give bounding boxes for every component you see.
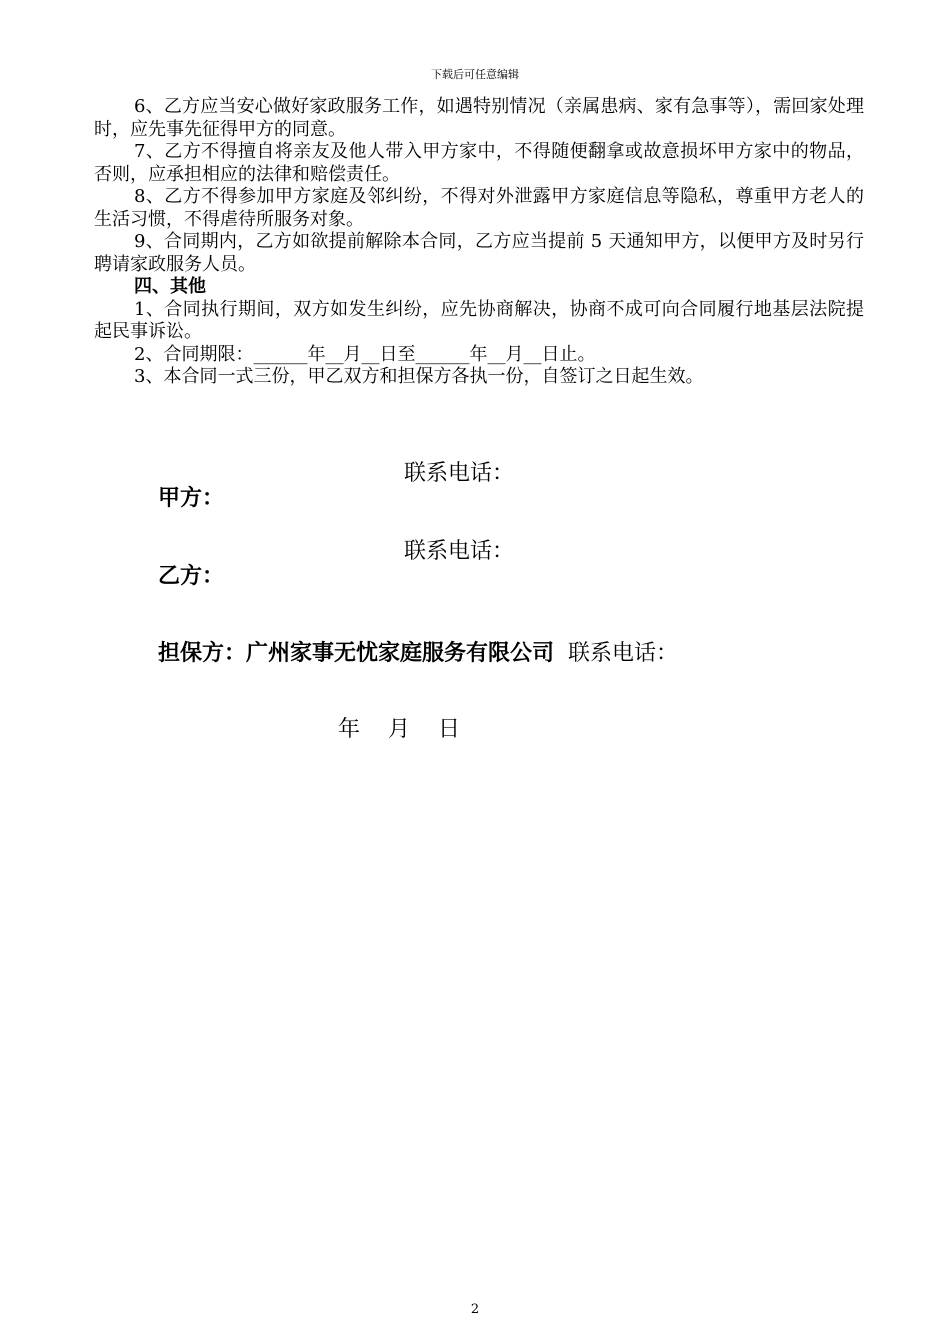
party-b-label: 乙方： xyxy=(158,564,225,589)
other-clause-2: 2、合同期限：______年__月__日至______年__月__日止。 xyxy=(134,343,596,365)
party-b-signature-line xyxy=(144,534,515,615)
clause-7: 7、乙方不得擅自将亲友及他人带入甲方家中，不得随便翻拿或故意损坏甲方家中的物品，否则，应承担相应的法律和赔偿责任。 xyxy=(94,141,864,185)
clause-9: 9、合同期内，乙方如欲提前解除本合同，乙方应当提前 5 天通知甲方，以便甲方及时另行聘请家政服务人员。 xyxy=(94,231,864,275)
party-b-phone-label: 联系电话： xyxy=(404,539,515,564)
page-number: 2 xyxy=(470,1302,480,1317)
party-a-phone-label: 联系电话： xyxy=(404,461,515,486)
header-note: 下载后可任意编辑 xyxy=(431,68,519,81)
date-line: 年 月 日 xyxy=(338,717,460,742)
section-heading-other: 四、其他 xyxy=(134,276,206,297)
guarantor-label: 担保方：广州家事无忧家庭服务有限公司 xyxy=(158,641,555,666)
clause-8: 8、乙方不得参加甲方家庭及邻纠纷，不得对外泄露甲方家庭信息等隐私，尊重甲方老人的生活习惯，不得虐待所服务对象。 xyxy=(94,186,864,230)
party-a-label: 甲方： xyxy=(158,486,225,511)
other-clause-3: 3、本合同一式三份，甲乙双方和担保方各执一份，自签订之日起生效。 xyxy=(134,366,704,387)
contract-body xyxy=(94,96,864,389)
guarantor-phone-label: 联系电话： xyxy=(568,641,679,666)
other-clause-1: 1、合同执行期间，双方如发生纠纷，应先协商解决，协商不成可向合同履行地基层法院提起民事诉讼。 xyxy=(94,298,864,342)
party-a-signature-line xyxy=(144,456,515,537)
clause-6: 6、乙方应当安心做好家政服务工作，如遇特别情况（亲属患病、家有急事等），需回家处理时，应先事先征得甲方的同意。 xyxy=(94,96,864,140)
guarantor-signature-line xyxy=(144,611,678,667)
